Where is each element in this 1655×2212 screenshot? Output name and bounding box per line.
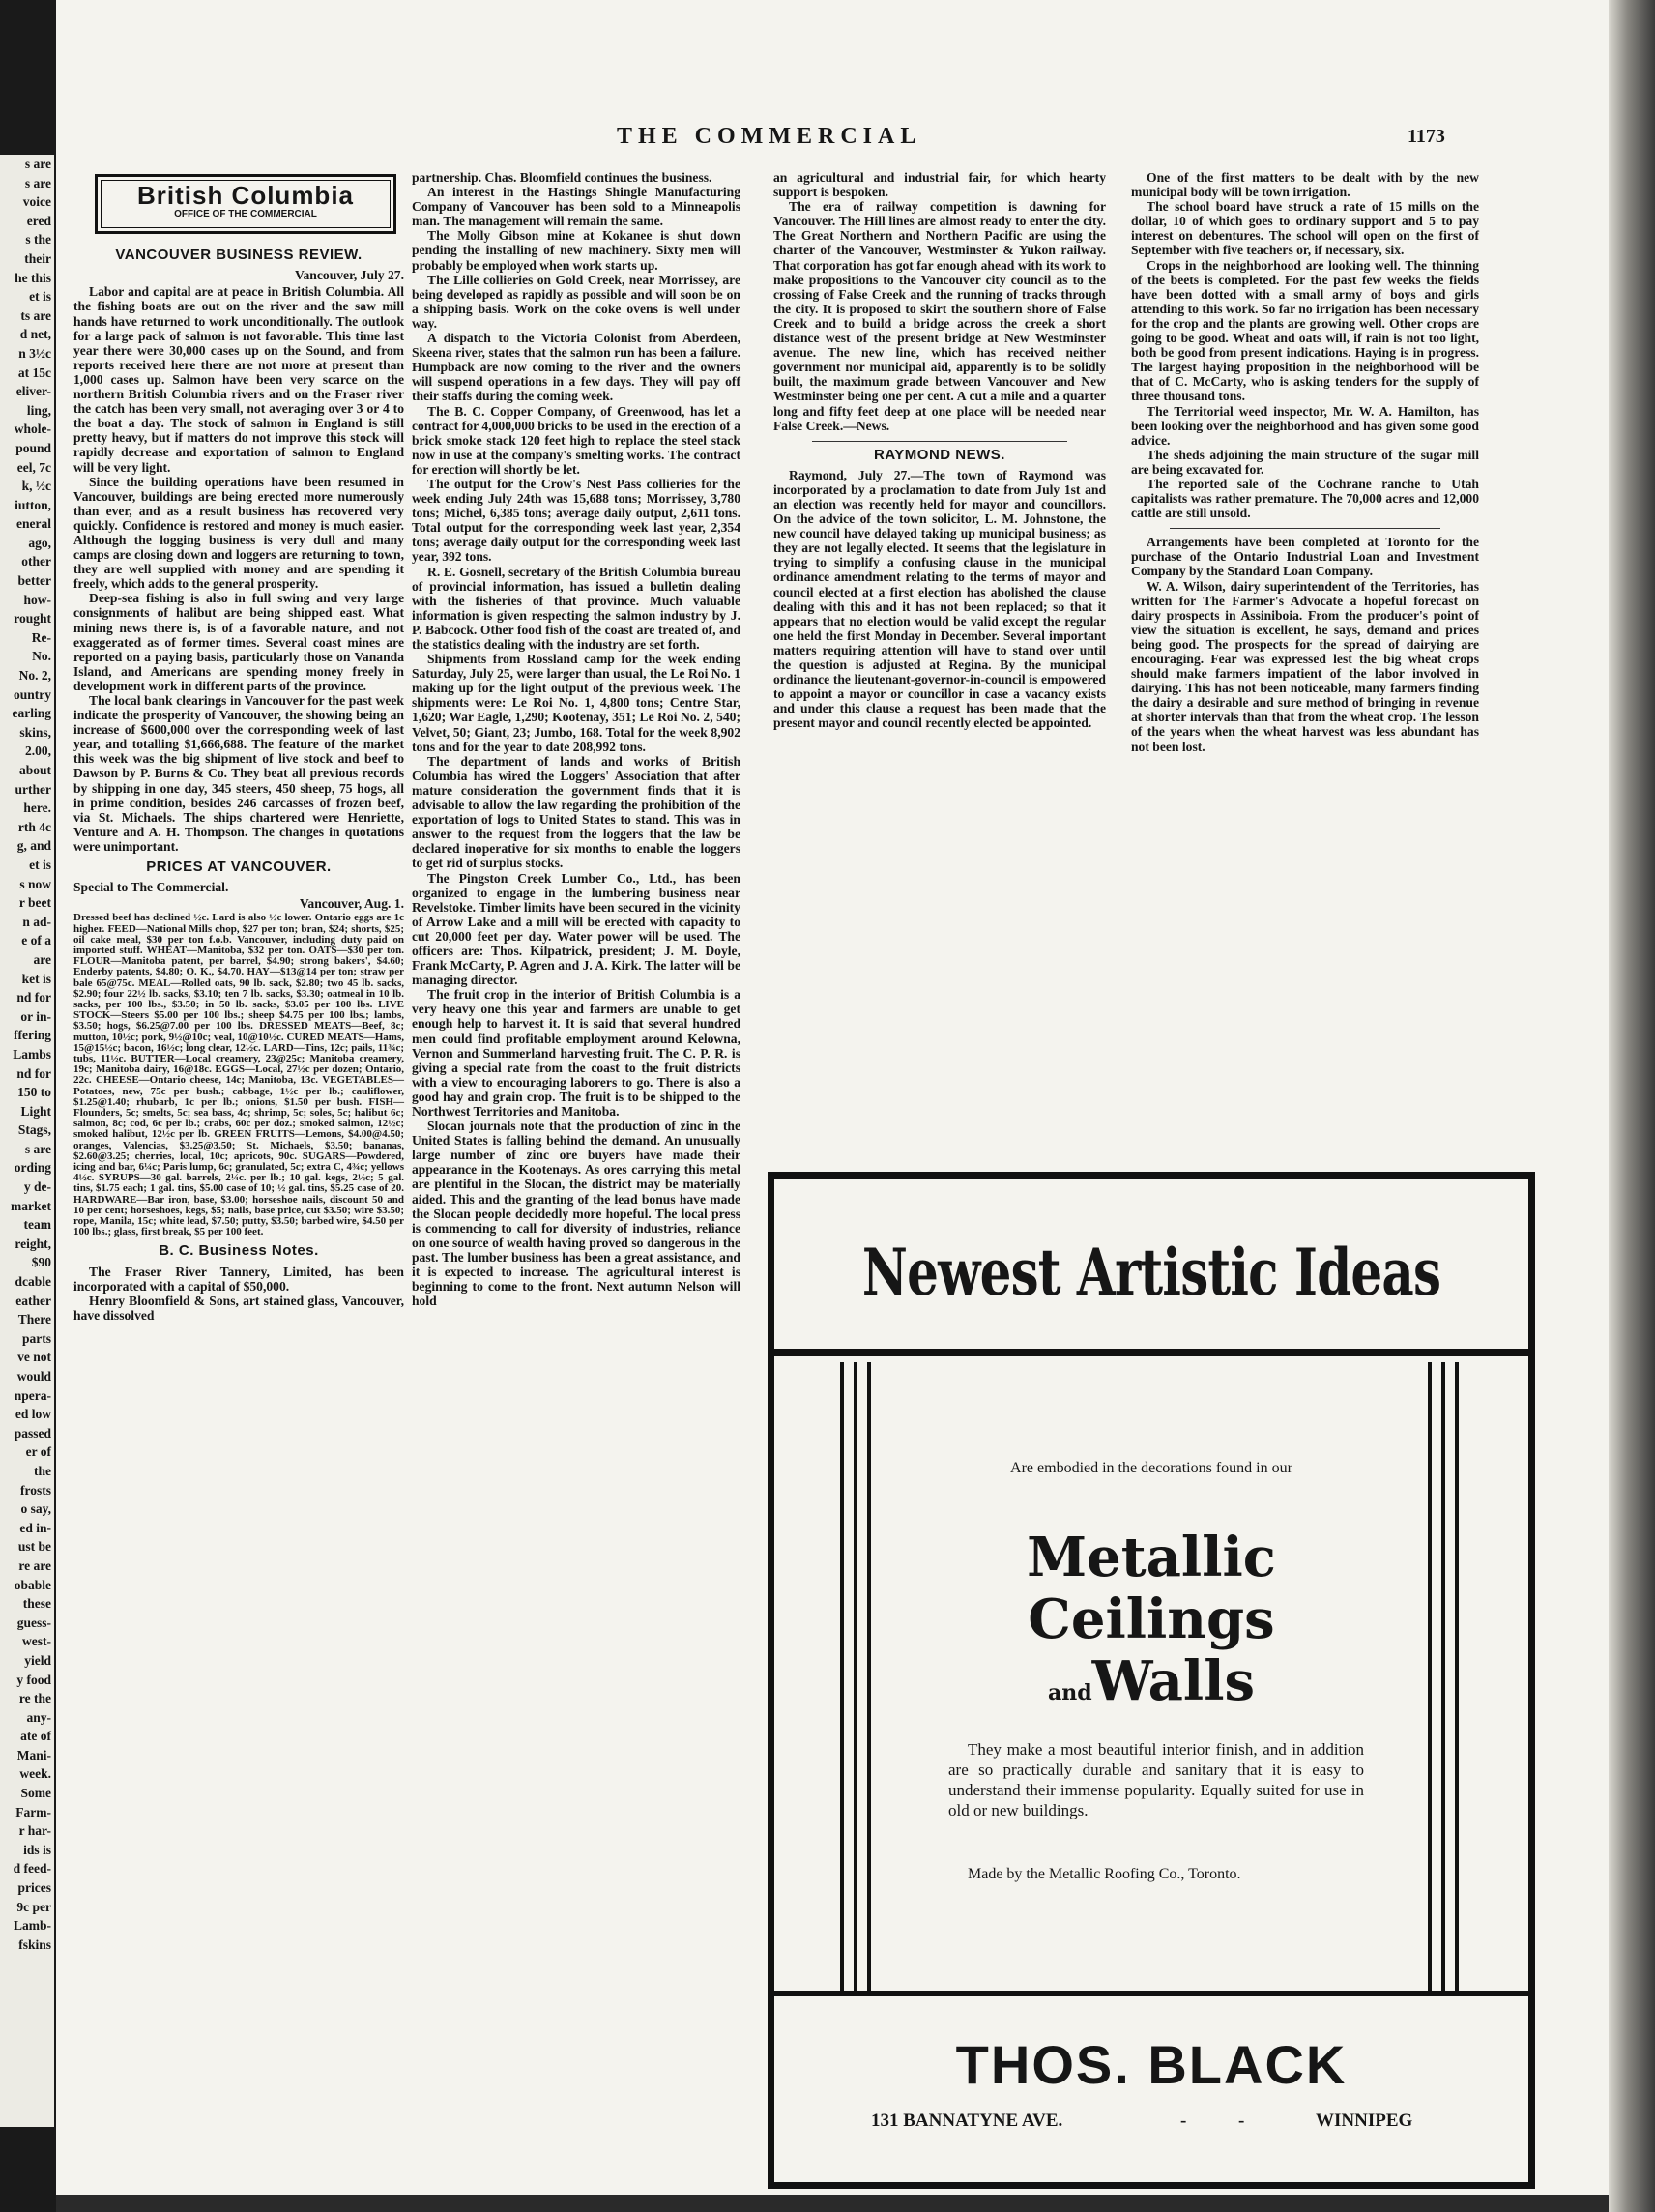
strip-line: any- (26, 1709, 51, 1725)
strip-line: s are (24, 175, 51, 190)
dealer-name: THOS. BLACK (955, 2034, 1348, 2095)
strip-line: Stags, (17, 1122, 51, 1138)
strip-line: about (18, 763, 51, 777)
strip-line: r har- (18, 1823, 51, 1839)
strip-line: obable (14, 1577, 51, 1592)
strip-line: s are (24, 1141, 51, 1156)
ad-headline: Newest Artistic Ideas (861, 1235, 1441, 1310)
paragraph: Since the building operations have been resumed in Vancouver, buildings are being erected more numerously than ever, and as a result business has recovered very quickly. Confidence is restored and money is much easier. Although the logging business is very dull and many camps are closing down and loggers are returning to town, they are well supplied with money and are spending it freely, which adds to the general prosperity. (73, 474, 404, 592)
strip-line: d feed- (13, 1861, 51, 1877)
business-notes-heading: B. C. Business Notes. (159, 1242, 319, 1260)
strip-line: earling (12, 706, 51, 721)
column-2 (412, 170, 740, 1308)
ad-maker: Made by the Metallic Roofing Co., Toronto. (968, 1866, 1241, 1882)
strip-line: $90 (31, 1255, 51, 1270)
strip-line: market (11, 1198, 51, 1213)
strip-line: eliver- (15, 384, 51, 399)
ad-headline-band (774, 1179, 1528, 1356)
paragraph: The Pingston Creek Lumber Co., Ltd., has been organized to engage in the lumbering business near Revelstoke. Timber limits have been secured in the vicinity of Arrow Lake and a mill will be erected with capacity to cut 20,000 feet per day. Water power will be used. The officers are: Thos. Kilpatrick, president; J. M. Doyle, Frank McCarty, P. Agren and J. A. Kirk. The latter will be managing director. (412, 870, 740, 988)
strip-line: ording (14, 1160, 51, 1176)
strip-line: s now (19, 876, 51, 891)
paragraph: Labor and capital are at peace in British Columbia. All the fishing boats are out on the river and the saw mill hands have returned to work unconditionally. The outlook for a large pack of salmon is not favorable. This time last year there were 30,000 cases up on the Sound, and from reports received here there are not more at present than 1,000 cases up. Salmon have been very scarce on the northern British Columbia rivers and on the Fraser river the catch has been very small, not averaging over 3 or 4 to the boat a day. The stock of salmon in England is still pretty heavy, but if matters do not improve this stock will rapidly decrease and exportation of salmon to England will be very light. (73, 284, 404, 475)
paragraph: The B. C. Copper Company, of Greenwood, has let a contract for 4,000,000 bricks to be used in the erection of a brick smoke stack 120 feet high to replace the steel stack now in use at the company's smelting works. The contract for erection will shortly be let. (412, 403, 740, 477)
strip-line: y de- (23, 1179, 51, 1195)
strip-line: re the (18, 1691, 51, 1706)
strip-line: fskins (18, 1936, 51, 1952)
decorative-rule (1428, 1362, 1432, 1991)
strip-line: how- (23, 592, 51, 607)
strip-line: west- (22, 1634, 51, 1649)
divider (812, 441, 1067, 442)
product-line-1: Metallic (1027, 1526, 1276, 1589)
paragraph: The Territorial weed inspector, Mr. W. A. Hamilton, has been looking over the neighborhood and has given some good advice. (1131, 403, 1479, 448)
strip-line: No. (32, 649, 51, 664)
price-text: Dressed beef has declined ½c. Lard is also ½c lower. Ontario eggs are 1c higher. FEED—National Mills chop, $27 per ton; bran, $24; shorts, $25; oil cake meal, $30 per ton f.o.b. Vancouver, including duty paid on imported stuff. WHEAT—Manitoba, $32 per ton. OATS—$30 per ton. FLOUR—Manitoba patent, per barrel, $4.90; strong bakers', $4.60; Enderby patents, $4.80; O. K., $4.70. HAY—$13@14 per ton; straw per bale 65@75c. MEAL—Rolled oats, 90 lb. sack, $2.80; two 45 lb. sacks, $2.90; four 22½ lb. sacks, $3.10; ten 7 lb. sacks, $3.30; oatmeal in 10 lb. sacks, per 100 lbs., $3.50; in 50 lb. sacks, $3.05 per 100 lbs. LIVE STOCK—Steers $5.00 per 100 lbs.; sheep $4.75 per 100 lbs.; lambs, $3.50; hogs, $6.25@7.00 per 100 lbs. DRESSED MEATS—Beef, 8c; mutton, 10½c; pork, 9½@10c; veal, 10@10½c. CURED MEATS—Hams, 15@15½c; bacon, 16½c; long clear, 12½c. LARD—Tins, 12c; pails, 11¾c; tubs, 11½c. BUTTER—Local creamery, 23@25c; Manitoba creamery, 19c; Manitoba dairy, 16@18c. EGGS—Local, 27½c per dozen; Ontario, 22c. CHEESE—Ontario cheese, 14c; Manitoba, 13c. VEGETABLES—Potatoes, new, 75c per bush.; cabbage, 1½c per lb.; cauliflower, $1.25@1.40; rhubarb, 1c per lb.; onions, $1.50 per bush. FISH—Flounders, 5c; smelts, 5c; sea bass, 4c; shrimp, 5c; soles, 5c; halibut 6c; salmon, 8c; cod, 6c per lb.; crabs, 60c per doz.; smoked salmon, 12½c; smoked halibut, 12½c per lb. GREEN FRUITS—Lemons, $4.00@4.50; oranges, Valencias, $3.25@3.50; St. Michaels, $3.50; bananas, $2.60@3.25; cherries, local, 10c; apricots, 90c. SUGARS—Powdered, icing and bar, 6¼c; Paris lump, 6c; granulated, 5c; extra C, 4¾c; yellows 4½c. SYRUPS—30 gal. barrels, 2¼c. per lb.; 10 gal. kegs, 2½c; 5 gal. tins, $1.75 each; 1 gal. tins, $5.00 case of 10; ½ gal. tins, $5.25 case of 20. HARDWARE—Bar iron, base, $3.00; horseshoe nails, discount 50 and 10 per cent; horseshoes, kegs, $5; nails, base price, cut $3.50; wire $3.50; rope, Manila, 15c; white lead, $7.50; putty, $3.50; barbed wire, $4.50 per 100 lbs.; glass, first break, $5 per 100 feet. (73, 912, 404, 1238)
book-spine (1609, 0, 1655, 2212)
paragraph: The fruit crop in the interior of British Columbia is a very heavy one this year and farmers are unable to get enough help to harvest it. It is said that several hundred men could find profitable employment around Kelowna, Vernon and Summerland harvesting fruit. The C. P. R. is giving a special rate from the coast to the fruit districts with a view to encouraging laborers to go. There is also a good hay and grain crop. The fruit is to be shipped to the Northwest Territories and Manitoba. (412, 987, 740, 1119)
strip-line: ling, (26, 402, 51, 418)
paragraph: The Lille collieries on Gold Creek, near Morrissey, are being developed as rapidly as possible and will soon be on a shipping basis. Work on the coke ovens is well under way. (412, 272, 740, 331)
strip-line: voice (22, 194, 51, 210)
strip-line: skins, (19, 724, 51, 740)
strip-line: Farm- (15, 1804, 51, 1819)
paragraph: The Molly Gibson mine at Kokanee is shut down pending the installing of new machinery. Sixty men will probably be employed when work starts up. (412, 228, 740, 273)
paragraph: Henry Bloomfield & Sons, art stained glass, Vancouver, have dissolved (73, 1293, 404, 1323)
banner-subtitle: OFFICE OF THE COMMERCIAL (174, 209, 317, 220)
special-note: Special to The Commercial. (73, 880, 229, 895)
ad-dealer-band (774, 1991, 1528, 2180)
strip-line: rth 4c (17, 819, 51, 834)
product-line-2: Ceilings (1028, 1587, 1275, 1651)
strip-line: reight, (15, 1236, 51, 1251)
page-header (56, 124, 1609, 153)
paragraph: The department of lands and works of British Columbia has wired the Loggers' Association that after mature consideration the government finds that it is advisable to allow the law regarding the prohibition of the exportation of logs to United States to stand. This was in answer to the request from the loggers that the law be declared inoperative for six months to enable the loggers to get rid of surplus stocks. (412, 753, 740, 871)
strip-line: ate of (20, 1729, 51, 1744)
paragraph: The output for the Crow's Nest Pass collieries for the week ending July 24th was 15,688 tons; Morrissey, 3,780 tons; Michel, 6,385 tons; average daily output, 2,611 tons. Total output for the corresponding week last year, 2,354 tons; average daily output for the corresponding week last year, 392 tons. (412, 476, 740, 565)
page-number: 1173 (1408, 126, 1445, 147)
strip-line: 2.00, (25, 743, 51, 759)
strip-line: eneral (16, 516, 51, 532)
british-columbia-banner (95, 174, 396, 234)
dateline: Vancouver, July 27. (294, 268, 404, 283)
prices-heading: PRICES AT VANCOUVER. (146, 859, 332, 876)
strip-line: he this (15, 270, 51, 285)
paragraph: The school board have struck a rate of 15 mills on the dollar, 10 of which goes to ordinary support and 5 to pay interest on debentures. The school will open on the first of September with five teachers or, if necessary, six. (1131, 199, 1479, 258)
strip-line: s are (24, 157, 51, 171)
paragraph: R. E. Gosnell, secretary of the British Columbia bureau of provincial information, has issued a bulletin dealing with the fisheries of that province. Much valuable information is given respecting the salmon industry by J. P. Babcock. Other food fish of the coast are treated of, and the statistics dealing with the industry are set forth. (412, 564, 740, 652)
strip-line: ed low (15, 1407, 51, 1422)
vancouver-review-heading: VANCOUVER BUSINESS REVIEW. (115, 247, 363, 264)
ad-product-name (929, 1527, 1374, 1724)
strip-line: frosts (20, 1482, 51, 1498)
strip-line: other (21, 554, 51, 569)
strip-line: Lambs (13, 1046, 51, 1062)
banner-title: British Columbia (136, 181, 354, 210)
paragraph: Arrangements have been completed at Toronto for the purchase of the Ontario Industrial Loan and Investment Company by the Standard Loan Company. (1131, 535, 1479, 579)
publication-title: THE COMMERCIAL (617, 124, 922, 149)
paragraph: The Fraser River Tannery, Limited, has been incorporated with a capital of $50,000. (73, 1264, 404, 1294)
strip-line: Some (20, 1786, 51, 1801)
strip-line: eather (15, 1293, 51, 1308)
strip-line: There (17, 1312, 51, 1327)
paragraph: The local bank clearings in Vancouver for the past week indicate the prosperity of Vancouver, the showing being an increase of $600,000 over the corresponding week of last year, and totalling $1,666,688. The feature of the market this week was the big shipment of live stock and beef to Dawson by P. Burns & Co. They beat all previous records by shipping in one day, 345 steers, 450 sheep, 75 hogs, all in prime condition, besides 246 carcasses of frozen beef, via St. Michaels. The ships chartered were Henriette, Venture and A. H. Thompson. The changes in quotations were unimportant. (73, 693, 404, 854)
strip-line: prices (17, 1880, 51, 1896)
decorative-rule (867, 1362, 871, 1991)
strip-line: Lamb- (13, 1918, 51, 1934)
strip-line: the (34, 1463, 51, 1478)
paragraph: partnership. Chas. Bloomfield continues the business. (412, 170, 712, 185)
dash: - (1180, 2110, 1187, 2131)
strip-line: s the (25, 232, 51, 247)
paragraph: Slocan journals note that the production of zinc in the United States is falling behind the demand. An unusually large number of zinc ore buyers have made their appearance in the Kootenays. As ores carrying this metal are plentiful in the Slocan, the district may be materially aided. This and the granting of the lead bonus have made the Slocan people decidedly more hopeful. The local press is commencing to call for diversity of industries, reliance on one source of wealth having proved so dangerous in the past. The lumber business has been a great assistance, and it is expected to increase. The agricultural interest is beginning to come to the front. Next autumn Nelson will hold (412, 1119, 740, 1309)
strip-line: ts are (20, 307, 51, 323)
dealer-city: WINNIPEG (1316, 2110, 1413, 2131)
strip-line: Mani- (16, 1747, 51, 1762)
paragraph: The era of railway competition is dawning for Vancouver. The Hill lines are almost ready to enter the city. The Great Northern and Northern Pacific are using the charter of the Vancouver, Westminster & Yukon railway. That corporation has got far enough ahead with its work to make propositions to the Vancouver city council as to the crossing of False Creek and the running of tracks through the city. It is proposed to skirt the southern shore of False Creek and to build a bridge across the creek a short distance west of the present bridge at New Westminster avenue. The new line, which has received neither government nor municipal aid, apparently is to be solidly built, the maximum grade between Vancouver and New Westminster being one per cent. A cut a mile and a quarter long and fifty feet deep at one place will be needed near False Creek.—News. (773, 199, 1106, 433)
strip-line: o say, (20, 1501, 51, 1517)
strip-line: ffering (14, 1028, 51, 1043)
decorative-rule (1441, 1362, 1445, 1991)
strip-line: at 15c (17, 364, 51, 380)
strip-line: ountry (13, 686, 51, 702)
dealer-address: 131 BANNATYNE AVE. (871, 2110, 1063, 2131)
column-3 (773, 170, 1106, 730)
paragraph: One of the first matters to be dealt with by the new municipal body will be town irrigation. (1131, 170, 1479, 200)
paragraph: Deep-sea fishing is also in full swing and very large consignments of halibut are being shipped east. What mining news there is, is of a favorable nature, and not exaggerated as of former times. Several coast mines are reported on a paying basis, particularly those on Vananda Island, and Americans are spending money freely in development work in different parts of the province. (73, 591, 404, 693)
strip-line: ed in- (19, 1520, 51, 1535)
strip-line: yield (24, 1652, 51, 1668)
strip-line: passed (14, 1425, 51, 1441)
strip-line: Re- (31, 629, 51, 645)
strip-line: these (22, 1596, 51, 1612)
strip-line: ago, (28, 535, 51, 550)
paragraph: an agricultural and industrial fair, for which hearty support is bespoken. (773, 170, 1106, 200)
strip-line: No. 2, (18, 668, 51, 684)
strip-line: 9c per (16, 1899, 51, 1914)
strip-line: 150 to (17, 1085, 51, 1100)
column-1 (73, 170, 404, 1323)
column-4 (1131, 170, 1479, 754)
strip-line: week. (19, 1766, 51, 1782)
strip-line: parts (22, 1330, 51, 1346)
strip-line: whole- (14, 422, 51, 437)
price-list (73, 913, 404, 1237)
strip-line: guess- (16, 1615, 51, 1630)
strip-line: ered (26, 213, 51, 228)
strip-line: g, and (16, 838, 51, 854)
strip-line: team (23, 1217, 51, 1233)
product-and: and (1047, 1680, 1092, 1705)
paragraph: An interest in the Hastings Shingle Manufacturing Company of Vancouver has been sold to a Minneapolis man. The management will remain the same. (412, 185, 740, 229)
strip-line: et is (29, 857, 51, 872)
strip-line: n ad- (22, 914, 51, 929)
strip-line: their (24, 250, 51, 266)
dateline: Vancouver, Aug. 1. (299, 896, 404, 912)
ad-intro: Are embodied in the decorations found in our (1010, 1460, 1292, 1476)
paragraph: The reported sale of the Cochrane ranche to Utah capitalists was rather premature. The 70,000 acres and 12,000 cattle are still unsold. (1131, 476, 1479, 521)
strip-line: or in- (20, 1008, 51, 1024)
strip-line: ve not (17, 1350, 51, 1365)
strip-line: ket is (21, 971, 51, 986)
paragraph: W. A. Wilson, dairy superintendent of the Territories, has written for The Farmer's Advocate a hopeful forecast on dairy prospects in Assiniboia. From the producer's point of view the situation is excellent, he says, demand and prices being good. The prospects for the spread of dairying are encouraging. Fear was expressed lest the big wheat crops should make farmers impatient of the labor involved in dairying. This has not been noticeable, many farmers finding the dairy a desirable and sure method of bringing in revenue at shorter intervals than that from the wheat crop. The lesson of the years when the wheat harvest was less abundant has not been lost. (1131, 578, 1479, 754)
product-line-3: Walls (1091, 1649, 1256, 1713)
adjacent-page-strip (0, 155, 54, 2127)
strip-line: re are (18, 1557, 51, 1573)
strip-line: are (33, 951, 51, 967)
strip-line: et is (29, 289, 51, 305)
strip-line: npera- (14, 1387, 51, 1403)
strip-line: ust be (17, 1539, 51, 1555)
dash: - (1238, 2110, 1245, 2131)
metallic-ceilings-advertisement (768, 1172, 1535, 2189)
strip-line: urther (15, 781, 51, 797)
ad-body-text: They make a most beautiful interior finish, and in addition are so practically durable and sanitary that it is easy to understand their immense popularity. Equally suited for use in old or new buildings. (948, 1740, 1364, 1819)
paragraph: Shipments from Rossland camp for the week ending Saturday, July 25, were larger than usual, the Le Roi No. 1 making up for the light output of the previous week. The shipments were: Le Roi No. 1, 4,800 tons; Centre Star, 1,620; War Eagle, 1,290; Kootenay, 351; Le Roi No. 2, 540; Velvet, 50; Giant, 23; Jumbo, 168. Total for the week 8,902 tons and for the year to date 208,992 tons. (412, 652, 740, 754)
strip-line: n 3½c (18, 345, 51, 361)
paragraph: The sheds adjoining the main structure of the sugar mill are being excavated for. (1131, 447, 1479, 477)
strip-line: er of (25, 1444, 51, 1460)
newspaper-page (56, 0, 1609, 2195)
strip-line: k, ½c (21, 479, 51, 494)
strip-line: better (17, 573, 51, 589)
strip-line: here. (23, 800, 51, 816)
strip-line: would (16, 1369, 51, 1383)
decorative-rule (854, 1362, 857, 1991)
strip-line: d net, (19, 327, 51, 342)
strip-line: ids is (23, 1842, 51, 1857)
strip-line: eel, 7c (16, 459, 51, 475)
strip-line: dcable (15, 1274, 51, 1290)
strip-line: iutton, (15, 497, 51, 512)
divider (1170, 528, 1440, 529)
raymond-news-heading: RAYMOND NEWS. (874, 446, 1005, 463)
strip-line: y food (16, 1672, 51, 1687)
paragraph: Raymond, July 27.—The town of Raymond was incorporated by a proclamation to date from July 1st and an election was recently held for mayor and councillors. On the advice of the town solicitor, L. M. Johnstone, the new council have delayed taking up municipal business; as they are not legally elected. It seems that the legislature in trying to simplify a confusing clause in the municipal ordinance amendment relating to the terms of mayor and council elected at a first election has abolished the clause dealing with this and it has not been replaced; so that it appears that no election would be valid except the regular one held the first Monday in December. Several important matters requiring attention will have to stand over until the question is adjusted at Regina. By the municipal ordinance the lieutenant-governor-in-council is empowered to appoint a mayor or councillor in case a vacancy exists and under this clause a request has been made that the present mayor and council recently elected be appointed. (773, 467, 1106, 731)
decorative-rule (840, 1362, 844, 1991)
strip-line: nd for (16, 990, 51, 1005)
strip-line: Light (20, 1103, 51, 1119)
strip-line: r beet (18, 895, 51, 911)
strip-line: pound (15, 440, 51, 455)
strip-line: nd for (16, 1065, 51, 1081)
strip-line: e of a (21, 933, 51, 948)
ad-body (948, 1739, 1364, 1820)
strip-line: rought (14, 611, 51, 626)
decorative-rule (1455, 1362, 1459, 1991)
paragraph: A dispatch to the Victoria Colonist from Aberdeen, Skeena river, states that the salmon run has been a failure. Humpback are now coming to the river and the owners will suspend operations in a few days. They will pay off their staffs during the coming week. (412, 331, 740, 404)
paragraph: Crops in the neighborhood are looking well. The thinning of the beets is completed. For the past few weeks the fields have been dotted with a small army of boys and girls attending to this work. So far no irrigation has been necessary for the crop and the plants are growing well. Other crops are going to be good. Wheat and oats will, if rain is not too light, both be good from present indications. Haying is in progress. The largest haying proposition in the neighborhood will be that of C. McCarty, who is asking tenders for the supply of three thousand tons. (1131, 257, 1479, 404)
